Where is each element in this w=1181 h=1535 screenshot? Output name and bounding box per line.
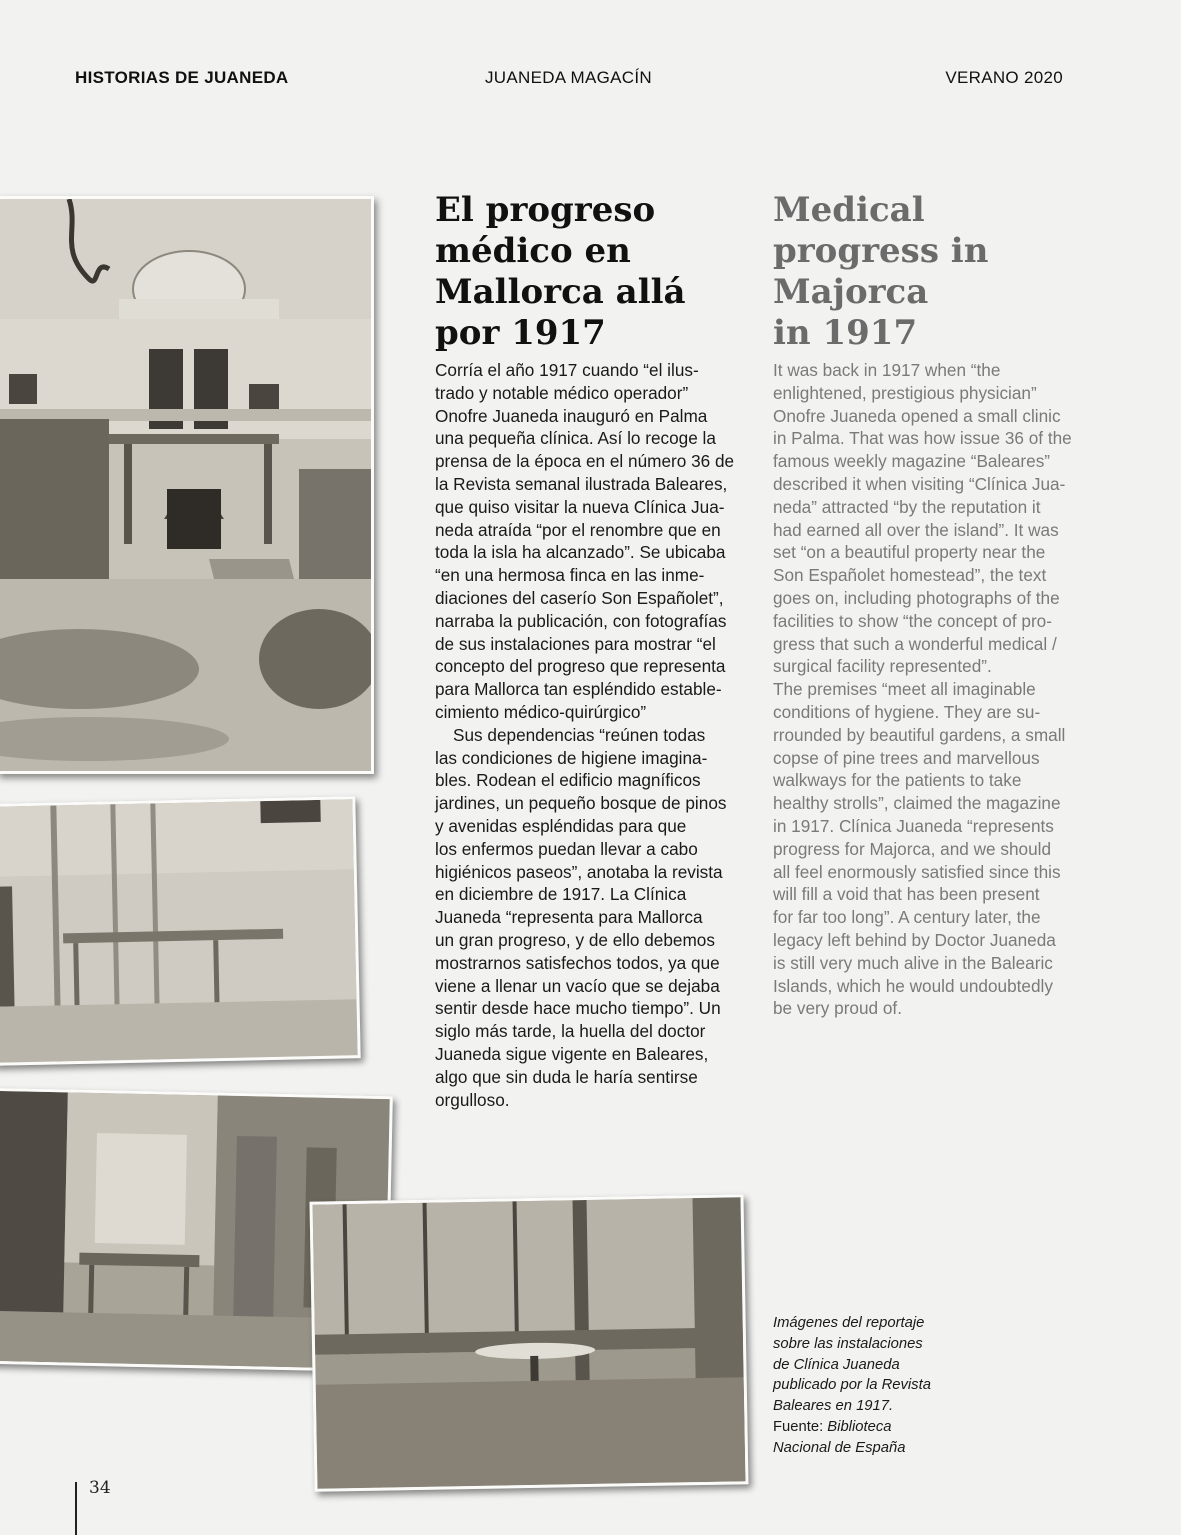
article-body-spanish bbox=[435, 359, 734, 1111]
body-line: Juaneda “representa para Mallorca bbox=[435, 907, 703, 928]
body-line: para Mallorca tan espléndido estable- bbox=[435, 679, 722, 700]
photo-caption bbox=[773, 1313, 931, 1459]
body-line: en diciembre de 1917. La Clínica bbox=[435, 884, 687, 905]
issue-label: VERANO 2020 bbox=[945, 68, 1063, 87]
body-line: siglo más tarde, la huella del doctor bbox=[435, 1021, 706, 1042]
body-line: los enfermos puedan llevar a cabo bbox=[435, 838, 698, 859]
magazine-name: JUANEDA MAGACÍN bbox=[485, 68, 652, 87]
body-line: la Revista semanal ilustrada Baleares, bbox=[435, 473, 728, 494]
body-line: legacy left behind by Doctor Juaneda bbox=[773, 929, 1056, 950]
body-line: It was back in 1917 when “the bbox=[773, 360, 1001, 380]
body-line: in 1917. Clínica Juaneda “represents bbox=[773, 815, 1054, 836]
body-line: walkways for the patients to take bbox=[773, 770, 1022, 791]
caption-source-line: Nacional de España bbox=[773, 1439, 906, 1456]
body-line: concepto del progreso que representa bbox=[435, 656, 726, 677]
body-line: jardines, un pequeño bosque de pinos bbox=[435, 793, 727, 814]
body-line: de sus instalaciones para mostrar “el bbox=[435, 633, 716, 654]
body-line: goes on, including photographs of the bbox=[773, 587, 1060, 608]
body-line: rrounded by beautiful gardens, a small bbox=[773, 724, 1066, 745]
article-title-english bbox=[773, 190, 1103, 354]
body-line: sentir desde hace mucho tiempo”. Un bbox=[435, 998, 721, 1019]
title-line: Majorca bbox=[773, 272, 929, 312]
body-line: higiénicos paseos”, anotaba la revista bbox=[435, 861, 723, 882]
body-line: Islands, which he would undoubtedly bbox=[773, 975, 1053, 996]
body-line: “en una hermosa finca en las inme- bbox=[435, 565, 705, 586]
title-line: progress in bbox=[773, 231, 989, 271]
body-line: in Palma. That was how issue 36 of the bbox=[773, 428, 1072, 449]
body-line: Onofre Juaneda inauguró en Palma bbox=[435, 405, 708, 426]
title-line: Medical bbox=[773, 190, 925, 230]
body-line: las condiciones de higiene imagina- bbox=[435, 747, 708, 768]
body-line: facilities to show “the concept of pro- bbox=[773, 610, 1052, 631]
page-number: 34 bbox=[89, 1478, 111, 1498]
body-line: un gran progreso, y de ello debemos bbox=[435, 929, 715, 950]
caption-line: sobre las instalaciones bbox=[773, 1335, 923, 1352]
body-line: prensa de la época en el número 36 de bbox=[435, 451, 735, 472]
body-line: que quiso visitar la nueva Clínica Jua- bbox=[435, 496, 725, 517]
body-line: diaciones del caserío Son Españolet”, bbox=[435, 587, 724, 608]
body-line: surgical facility represented”. bbox=[773, 656, 992, 677]
title-line: El progreso bbox=[435, 190, 656, 230]
source-name: Biblioteca bbox=[827, 1418, 892, 1435]
body-line: toda la isla ha alcanzado”. Se ubicaba bbox=[435, 542, 726, 563]
body-line: orgulloso. bbox=[435, 1089, 510, 1110]
body-line: Juaneda sigue vigente en Baleares, bbox=[435, 1043, 709, 1064]
body-line: cimiento médico-quirúrgico” bbox=[435, 701, 647, 722]
article-title-spanish bbox=[435, 190, 755, 354]
body-line: conditions of hygiene. They are su- bbox=[773, 701, 1041, 722]
body-line: gress that such a wonderful medical / bbox=[773, 633, 1057, 654]
body-line: Onofre Juaneda opened a small clinic bbox=[773, 405, 1061, 426]
title-line: por 1917 bbox=[435, 313, 606, 353]
caption-line: publicado por la Revista bbox=[773, 1377, 931, 1394]
body-line: is still very much alive in the Balearic bbox=[773, 952, 1053, 973]
caption-line: Baleares en 1917. bbox=[773, 1398, 894, 1415]
body-line: neda atraída “por el renombre que en bbox=[435, 519, 721, 540]
body-line: famous weekly magazine “Baleares” bbox=[773, 451, 1051, 472]
body-line: Sus dependencias “reúnen todas bbox=[453, 724, 706, 745]
body-line: narraba la publicación, con fotografías bbox=[435, 610, 727, 631]
body-line: healthy strolls”, claimed the magazine bbox=[773, 793, 1061, 814]
body-line: y avenidas espléndidas para que bbox=[435, 815, 687, 836]
body-line: described it when visiting “Clínica Jua- bbox=[773, 473, 1066, 494]
body-line: una pequeña clínica. Así lo recoge la bbox=[435, 428, 716, 449]
body-line: enlightened, prestigious physician” bbox=[773, 382, 1037, 403]
article-body-english bbox=[773, 359, 1072, 1020]
section-label: HISTORIAS DE JUANEDA bbox=[75, 68, 289, 87]
body-line: all feel enormously satisfied since this bbox=[773, 861, 1061, 882]
body-line: be very proud of. bbox=[773, 998, 902, 1019]
body-line: mostrarnos satisfechos todos, ya que bbox=[435, 952, 720, 973]
caption-source bbox=[773, 1417, 931, 1438]
page-number-rule bbox=[75, 1482, 77, 1535]
body-line: progress for Majorca, and we should bbox=[773, 838, 1052, 859]
body-line: viene a llenar un vacío que se dejaba bbox=[435, 975, 720, 996]
body-line: for far too long”. A century later, the bbox=[773, 907, 1041, 928]
body-line: neda” attracted “by the reputation it bbox=[773, 496, 1041, 517]
body-line: bles. Rodean el edificio magníficos bbox=[435, 770, 701, 791]
surgical-room-photo bbox=[310, 1194, 749, 1492]
body-line: will fill a void that has been present bbox=[773, 884, 1040, 905]
clinic-exterior-photo bbox=[0, 196, 374, 774]
body-line: algo que sin duda le haría sentirse bbox=[435, 1066, 698, 1087]
source-label: Fuente: bbox=[773, 1418, 828, 1435]
body-line: had earned all over the island”. It was bbox=[773, 519, 1059, 540]
caption-line: Imágenes del reportaje bbox=[773, 1315, 925, 1331]
body-line: copse of pine trees and marvellous bbox=[773, 747, 1040, 768]
title-line: Mallorca allá bbox=[435, 272, 686, 312]
body-line: Corría el año 1917 cuando “el ilus- bbox=[435, 360, 699, 380]
title-line: médico en bbox=[435, 231, 631, 271]
caption-line: de Clínica Juaneda bbox=[773, 1356, 900, 1373]
title-line: in 1917 bbox=[773, 313, 918, 353]
body-line: Son Españolet homestead”, the text bbox=[773, 565, 1047, 586]
body-line: The premises “meet all imaginable bbox=[773, 679, 1036, 700]
body-line: set “on a beautiful property near the bbox=[773, 542, 1046, 563]
body-line: trado y notable médico operador” bbox=[435, 382, 689, 403]
operating-room-photo bbox=[0, 796, 361, 1066]
